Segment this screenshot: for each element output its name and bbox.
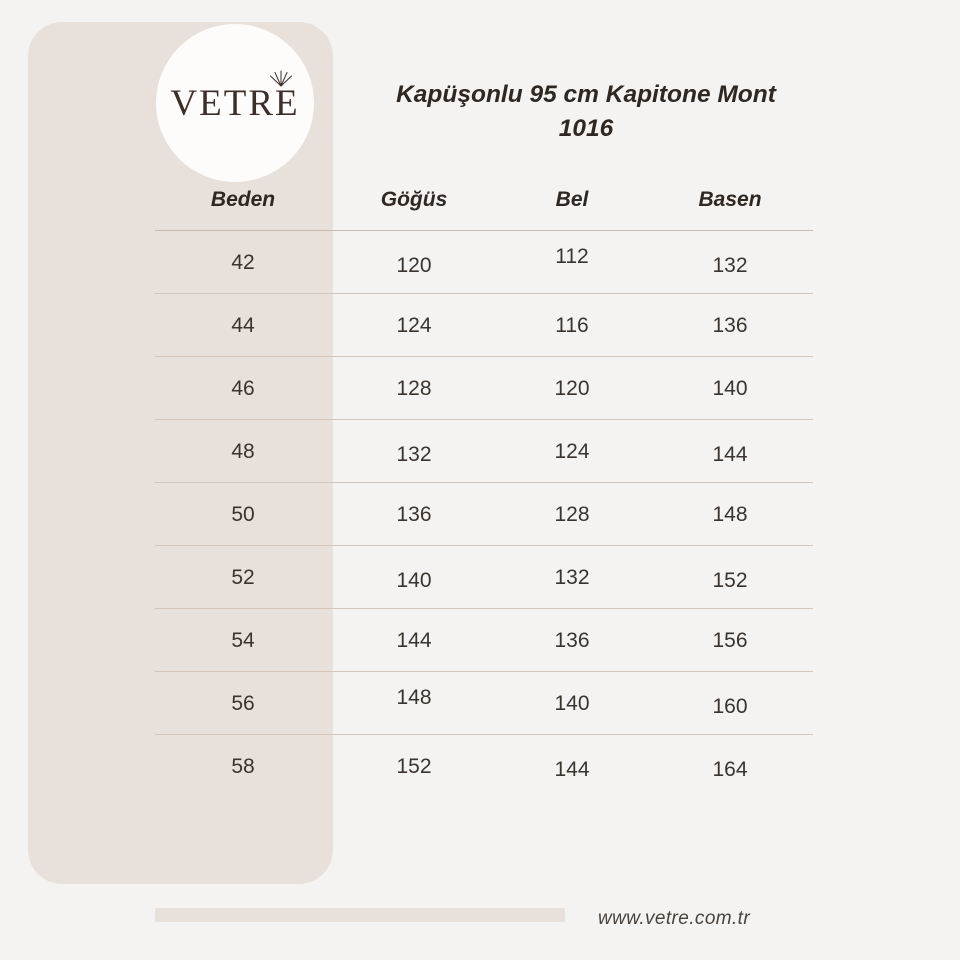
table-row: [155, 735, 813, 798]
cell-bel: 124: [497, 420, 647, 483]
cell-beden: 48: [155, 420, 331, 483]
cell-bel: 132: [497, 546, 647, 609]
cell-basen: 136: [647, 294, 813, 357]
size-table: [155, 182, 813, 797]
cell-bel: 136: [497, 609, 647, 672]
table-row: [155, 483, 813, 546]
table-row: [155, 546, 813, 609]
column-header-basen: Basen: [698, 188, 762, 211]
page-title-line2: 1016: [558, 115, 614, 143]
cell-gogus: 132: [331, 420, 497, 483]
cell-beden: 58: [231, 755, 255, 778]
cell-gogus: 120: [331, 231, 497, 294]
size-table-head: [155, 182, 813, 231]
page-title: [336, 78, 836, 147]
footer-divider: [155, 908, 565, 922]
cell-gogus: 136: [331, 483, 497, 546]
cell-beden: 56: [155, 672, 331, 735]
table-row: [155, 420, 813, 483]
cell-basen: 160: [647, 672, 813, 735]
cell-beden: 42: [155, 231, 331, 294]
cell-bel: 144: [554, 758, 590, 781]
cell-beden: 52: [155, 546, 331, 609]
table-row: [155, 294, 813, 357]
cell-gogus: 124: [331, 294, 497, 357]
cell-gogus: 140: [331, 546, 497, 609]
table-row: [155, 231, 813, 294]
column-header-bel: Bel: [555, 188, 589, 211]
brand-logo-inner: [170, 82, 300, 124]
cell-beden: 50: [155, 483, 331, 546]
cell-bel: 128: [497, 483, 647, 546]
cell-gogus: 148: [331, 672, 497, 735]
cell-beden: 44: [155, 294, 331, 357]
fan-icon: [268, 69, 294, 87]
size-table-container: [155, 182, 813, 797]
column-header-gogus: Göğüs: [380, 188, 448, 211]
page-title-line1: Kapüşonlu 95 cm Kapitone Mont: [396, 81, 776, 108]
cell-gogus: 144: [331, 609, 497, 672]
column-header-beden: Beden: [210, 188, 276, 211]
size-table-body: [155, 231, 813, 798]
table-row: [155, 672, 813, 735]
brand-name: VETRE: [170, 82, 300, 124]
cell-bel: 116: [497, 294, 647, 357]
footer-website-url: www.vetre.com.tr: [598, 908, 751, 929]
cell-bel: 112: [497, 231, 647, 294]
cell-gogus: 152: [396, 755, 432, 778]
cell-bel: 120: [497, 357, 647, 420]
cell-beden: 46: [155, 357, 331, 420]
cell-gogus: 128: [331, 357, 497, 420]
cell-basen: 132: [647, 231, 813, 294]
cell-basen: 156: [647, 609, 813, 672]
table-row: [155, 609, 813, 672]
cell-basen: 144: [647, 420, 813, 483]
table-header-row: [155, 182, 813, 231]
table-row: [155, 357, 813, 420]
cell-basen: 164: [712, 758, 748, 781]
cell-basen: 140: [647, 357, 813, 420]
cell-basen: 148: [647, 483, 813, 546]
brand-logo: [156, 24, 314, 182]
cell-basen: 152: [647, 546, 813, 609]
cell-bel: 140: [497, 672, 647, 735]
cell-beden: 54: [155, 609, 331, 672]
